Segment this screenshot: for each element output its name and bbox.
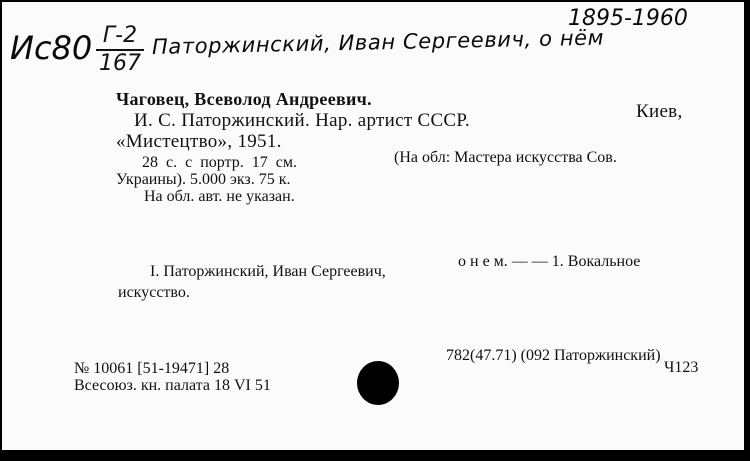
shelf-fraction [94, 24, 146, 76]
subject-heading-cont: о н е м. — — 1. Вокальное [458, 253, 641, 270]
physical-description: 28 с. с портр. 17 см. [142, 154, 297, 171]
subject-heading: I. Паторжинский, Иван Сергеевич, [150, 263, 386, 280]
publisher-year: «Мистецтво», 1951. [116, 131, 282, 152]
series-note-1: (На обл: Мастера искусства Сов. [394, 149, 617, 166]
fraction-bottom: 167 [99, 51, 141, 76]
title-line: И. С. Паторжинский. Нар. артист СССР. [134, 110, 470, 131]
handwritten-years: 1895-1960 [568, 6, 688, 31]
series-note-2: Украины). 5.000 экз. 75 к. [116, 171, 291, 188]
catalog-card [2, 2, 744, 450]
classification-code: 782(47.71) (092 Паторжинский) [446, 347, 661, 364]
cutter-number: Ч123 [664, 359, 699, 376]
author-line: Чаговец, Всеволод Андреевич. [116, 89, 372, 109]
author-note: На обл. авт. не указан. [144, 188, 295, 205]
city: Киев, [636, 101, 683, 122]
shelf-mark: Ис80 [10, 29, 93, 67]
handwritten-heading: Паторжинский, Иван Сергеевич, о нём [151, 25, 605, 59]
punch-hole [357, 361, 399, 405]
card-number: № 10061 [51-19471] 28 [74, 360, 230, 377]
book-chamber: Всесоюз. кн. палата 18 VI 51 [74, 377, 271, 394]
subject-heading-2: искусство. [118, 284, 190, 301]
fraction-top: Г-2 [102, 23, 138, 48]
